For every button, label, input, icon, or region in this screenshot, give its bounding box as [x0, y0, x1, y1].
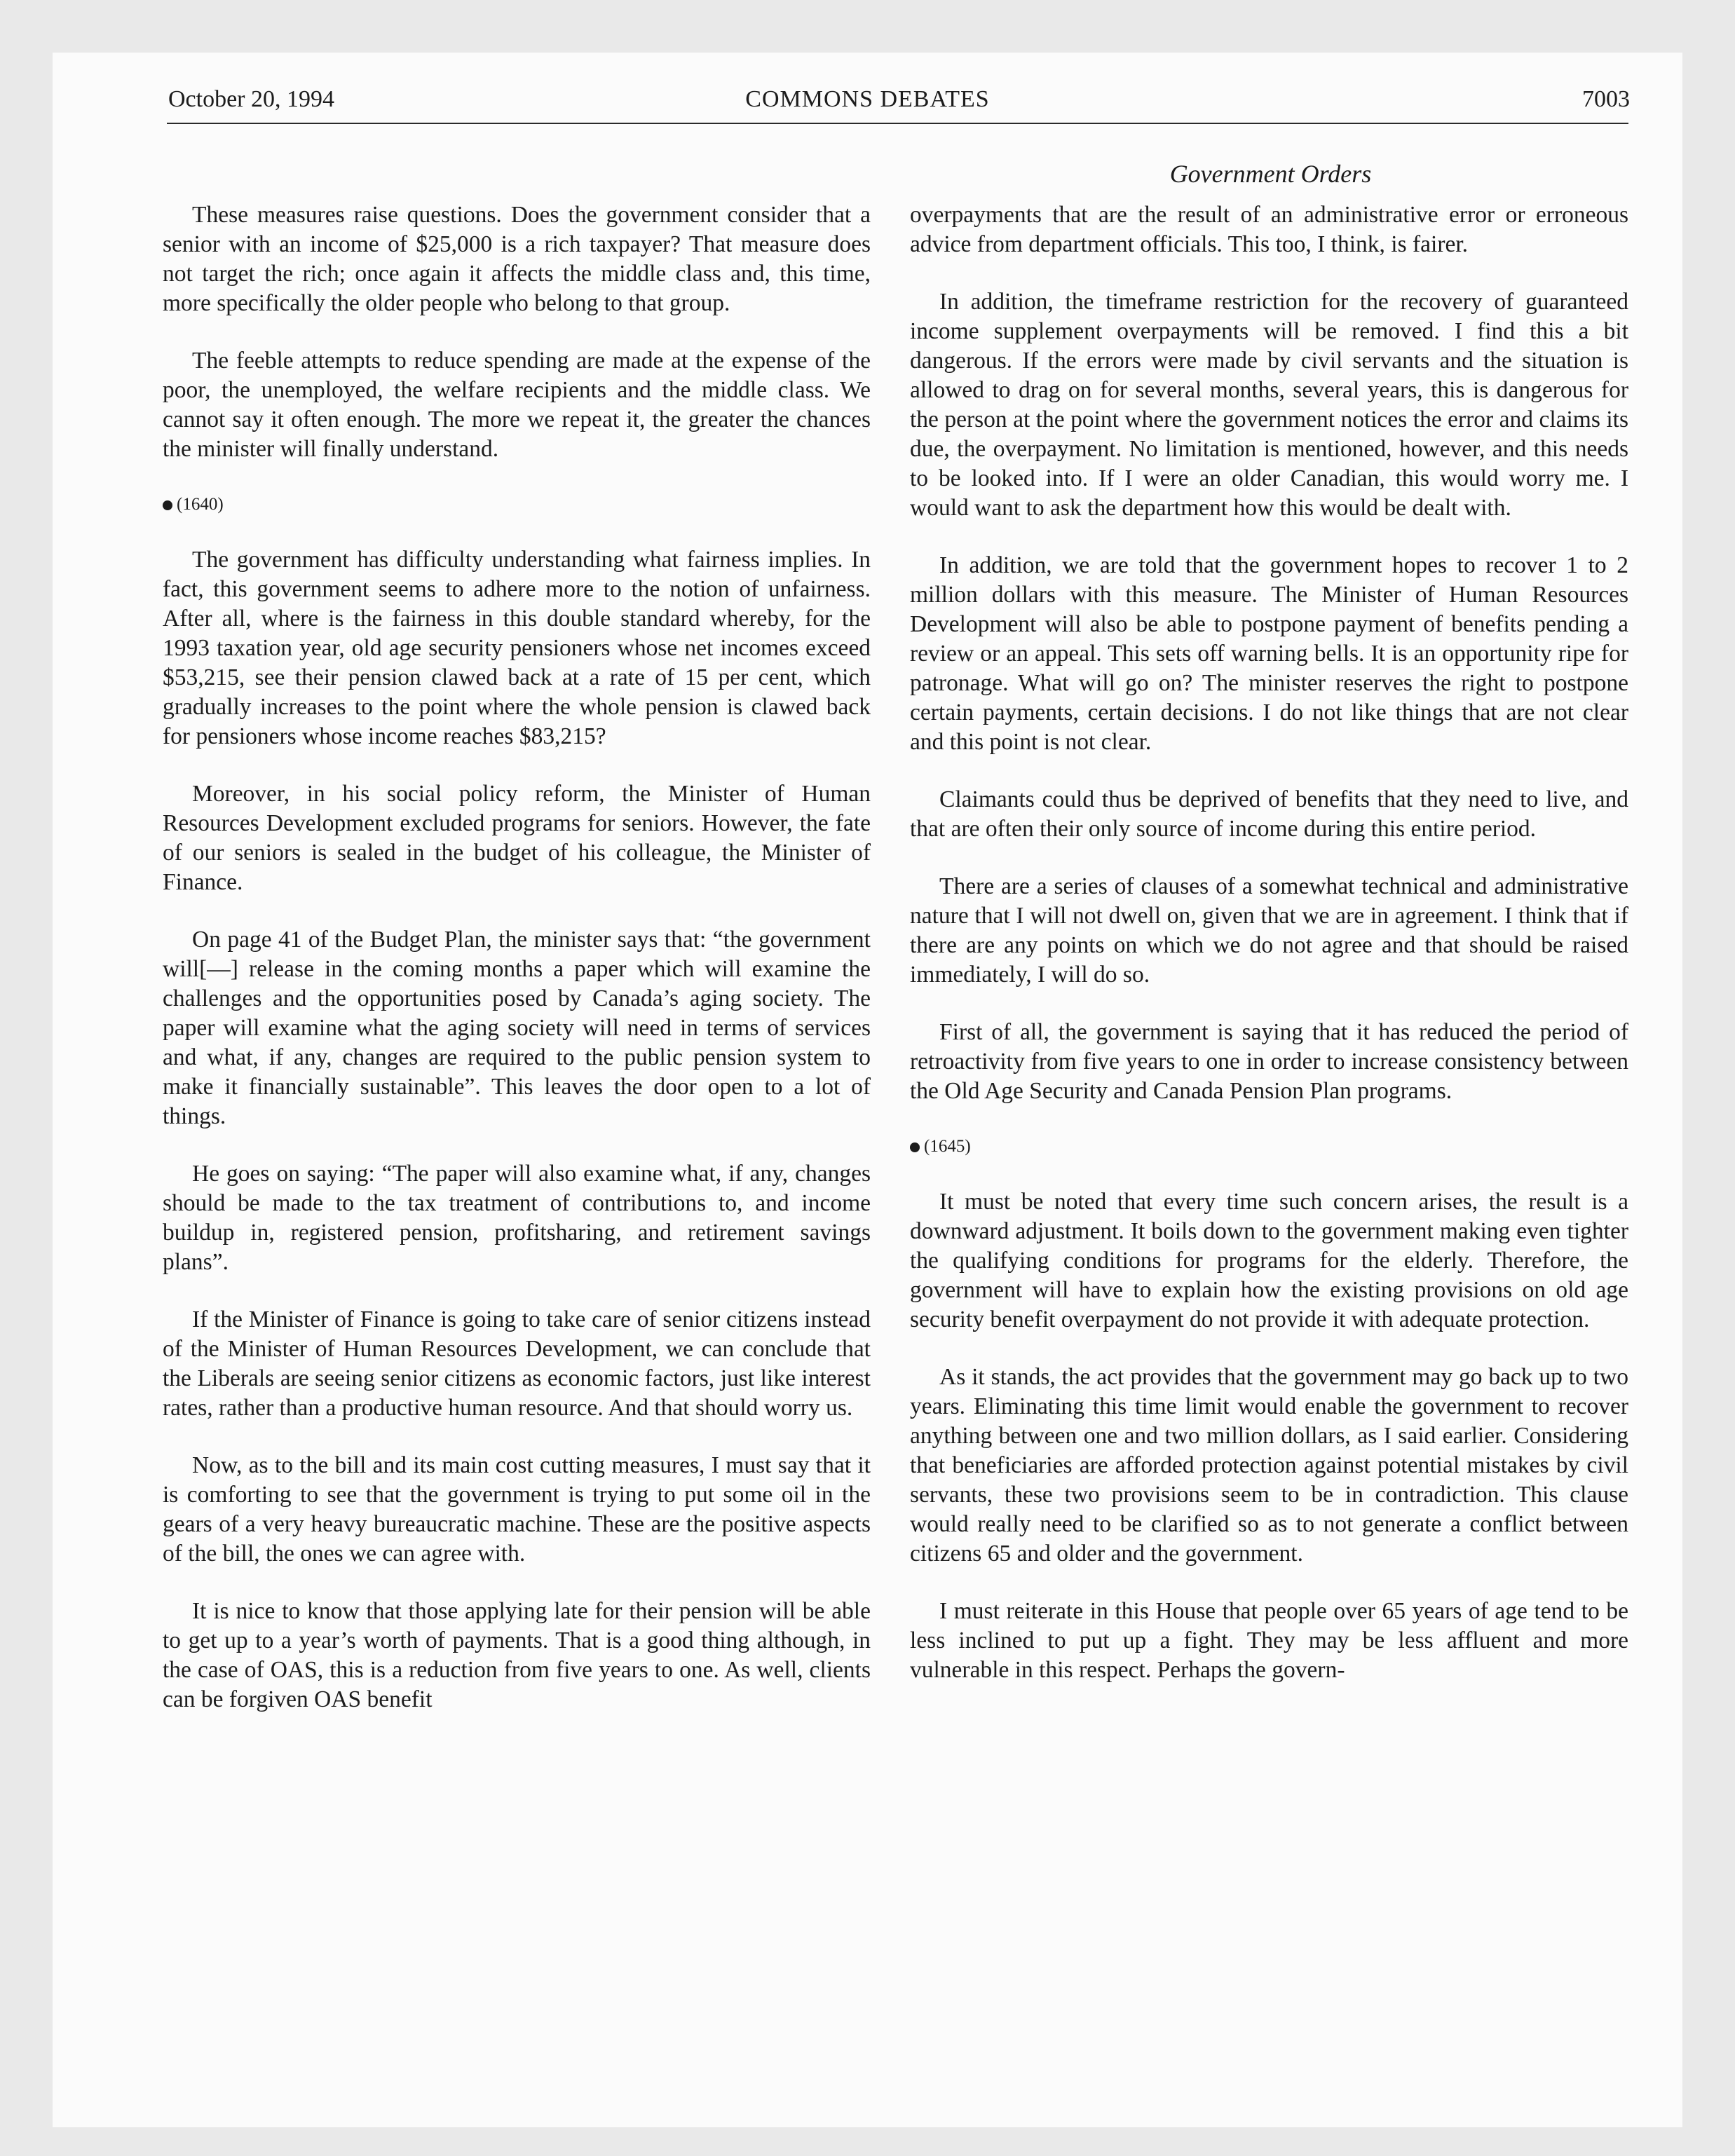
paragraph: He goes on saying: “The paper will also examine what, if any, changes should be made to the tax treatment of contributions to, and income buildup in, registered pension, profitsharing, and retirement savings plans”.: [163, 1161, 871, 1275]
header-date: October 20, 1994: [168, 86, 335, 112]
paragraph: First of all, the government is saying that it has reduced the period of retroactivity from five years to one in order to increase consistency between the Old Age Security and Canada Pension Plan programs.: [910, 1019, 1628, 1104]
paragraph: There are a series of clauses of a somewhat technical and administrative nature that I will not dwell on, given that we are in agreement. I think that if there are any points on which we do not agree and that should be raised immediately, I will do so.: [910, 873, 1628, 988]
time-marker: [910, 1134, 1628, 1159]
time-marker-label: (1645): [924, 1137, 971, 1156]
paragraph: It must be noted that every time such concern arises, the result is a downward adjustment. It boils down to the government making even tighter the qualifying conditions for programs for the elderly. Therefore, the government will have to explain how the existing provisions on old age security benefit overpayment do not provide it with adequate protection.: [910, 1189, 1628, 1332]
bullet-dot-icon: [910, 1142, 920, 1152]
paragraph: The government has difficulty understanding what fairness implies. In fact, this government seems to adhere more to the notion of unfairness. After all, where is the fairness in this double standard whereby, for the 1993 taxation year, old age security pensioners whose net incomes exceed $53,215, see their pension clawed back at a rate of 15 per cent, which gradually increases to the point where the whole pension is clawed back for pensioners whose income reaches $83,215?: [163, 547, 871, 749]
paragraph-continued: overpayments that are the result of an administrative error or erroneous advice from department officials. This too, I think, is fairer.: [910, 202, 1628, 257]
paragraph: In addition, we are told that the government hopes to recover 1 to 2 million dollars with this measure. The Minister of Human Resources Development will also be able to postpone payment of benefits pending a review or an appeal. This sets off warning bells. It is an opportunity ripe for patronage. What will go on? The minister reserves the right to postpone certain payments, certain decisions. I do not like things that are not clear and this point is not clear.: [910, 552, 1628, 755]
right-column: [910, 200, 1628, 1713]
paragraph: If the Minister of Finance is going to take care of senior citizens instead of the Minister of Human Resources Development, we can conclude that the Liberals are seeing senior citizens as economic factors, just like interest rates, rather than a productive human resource. And that should worry us.: [163, 1306, 871, 1421]
bullet-dot-icon: [163, 500, 172, 510]
paragraph: It is nice to know that those applying late for their pension will be able to get up to a year’s worth of payments. That is a good thing although, in the case of OAS, this is a reduction from five years to one. As well, clients can be forgiven OAS benefit: [163, 1598, 871, 1712]
paragraph: Now, as to the bill and its main cost cutting measures, I must say that it is comforting to see that the government is trying to put some oil in the gears of a very heavy bureaucratic machine. These are the positive aspects of the bill, the ones we can agree with.: [163, 1452, 871, 1567]
header-title: COMMONS DEBATES: [745, 86, 990, 112]
left-column: [163, 200, 871, 1742]
paragraph: As it stands, the act provides that the government may go back up to two years. Eliminating this time limit would enable the government to recover anything between one and two million dollars, as I said earlier. Considering that beneficiaries are afforded protection against potential mistakes by civil servants, these two provisions seem to be in contradiction. This clause would really need to be clarified so as to not generate a conflict between citizens 65 and older and the government.: [910, 1364, 1628, 1567]
paragraph: In addition, the timeframe restriction for the recovery of guaranteed income supplement overpayments will be removed. I find this a bit dangerous. If the errors were made by civil servants and the situation is allowed to drag on for several months, several years, this is dangerous for the person at the point where the government notices the error and claims its due, the overpayment. No limitation is mentioned, however, and this needs to be looked into. If I were an older Canadian, this would worry me. I would want to ask the department how this would be dealt with.: [910, 289, 1628, 521]
paragraph: These measures raise questions. Does the government consider that a senior with an income of $25,000 is a rich taxpayer? That measure does not target the rich; once again it affects the middle class and, this time, more specifically the older people who belong to that group.: [163, 202, 871, 316]
page-number: 7003: [1582, 86, 1630, 112]
section-heading: Government Orders: [1169, 160, 1372, 188]
paragraph: The feeble attempts to reduce spending are made at the expense of the poor, the unemployed, the welfare recipients and the middle class. We cannot say it often enough. The more we repeat it, the greater the chances the minister will finally understand.: [163, 348, 871, 462]
time-marker: [163, 492, 871, 517]
paragraph: Claimants could thus be deprived of benefits that they need to live, and that are often their only source of income during this entire period.: [910, 786, 1628, 842]
paragraph: On page 41 of the Budget Plan, the minister says that: “the government will[—] release in the coming months a paper which will examine the challenges and the opportunities posed by Canada’s aging society. The paper will examine what the aging society will need in terms of services and what, if any, changes are required to the public pension system to make it financially sustainable”. This leaves the door open to a lot of things.: [163, 927, 871, 1129]
header-rule: [167, 123, 1628, 124]
paragraph: Moreover, in his social policy reform, the Minister of Human Resources Development excluded programs for seniors. However, the fate of our seniors is sealed in the budget of his colleague, the Minister of Finance.: [163, 781, 871, 895]
time-marker-label: (1640): [177, 495, 224, 514]
paragraph: I must reiterate in this House that people over 65 years of age tend to be less inclined to put up a fight. They may be less affluent and more vulnerable in this respect. Perhaps the govern-: [910, 1598, 1628, 1683]
